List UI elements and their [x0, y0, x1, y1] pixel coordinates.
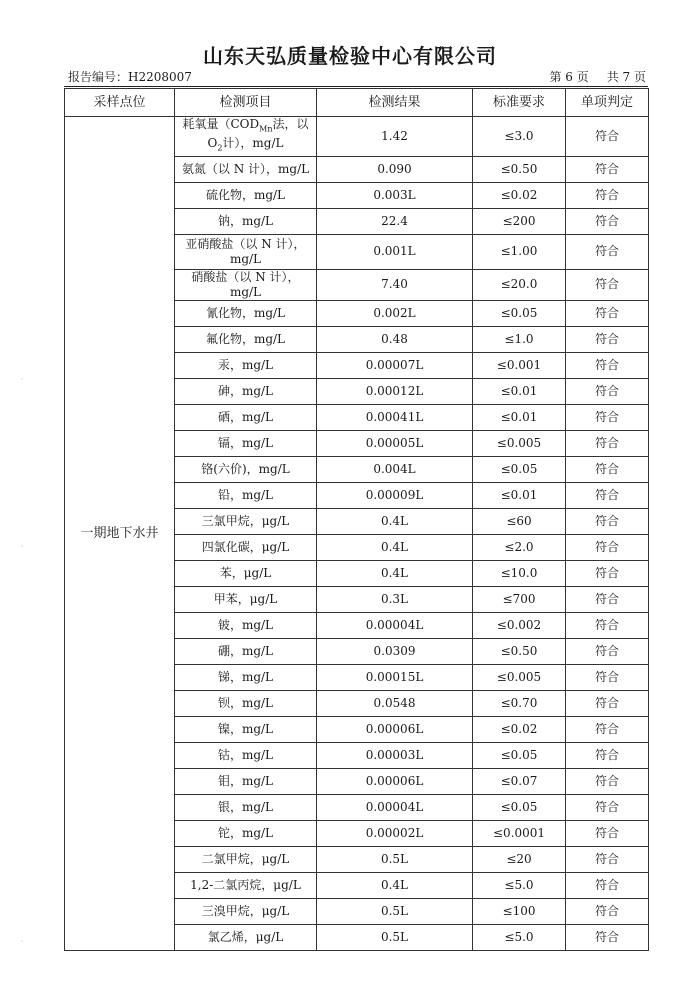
result-cell: 0.090	[317, 156, 473, 182]
verdict-cell: 符合	[566, 404, 649, 430]
test-item-text: 计），mg/L	[222, 136, 284, 151]
result-cell: 0.4L	[317, 534, 473, 560]
verdict-cell: 符合	[566, 742, 649, 768]
table-body	[65, 117, 649, 951]
standard-cell: ≤0.05	[473, 300, 566, 326]
col-header-verdict: 单项判定	[566, 89, 649, 117]
standard-cell: ≤5.0	[473, 924, 566, 950]
result-cell: 0.002L	[317, 300, 473, 326]
result-cell: 0.4L	[317, 508, 473, 534]
test-item-text: 氯乙烯，μg/L	[207, 929, 284, 944]
report-number-value: H2208007	[128, 70, 192, 84]
test-item-cell	[175, 716, 317, 742]
test-item-cell	[175, 534, 317, 560]
test-item-text: 铊，mg/L	[217, 825, 274, 840]
verdict-cell: 符合	[566, 716, 649, 742]
test-item-text: 三氯甲烷，μg/L	[201, 513, 290, 528]
test-item-cell	[175, 846, 317, 872]
test-item-cell	[175, 768, 317, 794]
test-item-cell	[175, 430, 317, 456]
test-item-cell	[175, 117, 317, 157]
standard-cell: ≤0.05	[473, 794, 566, 820]
standard-cell: ≤0.002	[473, 612, 566, 638]
verdict-cell: 符合	[566, 326, 649, 352]
col-header-standard: 标准要求	[473, 89, 566, 117]
result-cell: 0.00002L	[317, 820, 473, 846]
test-item-text: 亚硝酸盐（以 N 计），	[185, 236, 306, 251]
standard-cell: ≤0.50	[473, 156, 566, 182]
test-item-text: 三溴甲烷，μg/L	[201, 903, 290, 918]
test-item-cell	[175, 404, 317, 430]
standard-cell: ≤20.0	[473, 269, 566, 300]
standard-cell: ≤0.05	[473, 456, 566, 482]
page-current: 第 6 页	[549, 70, 589, 84]
test-item-cell	[175, 638, 317, 664]
test-item-text: 铅，mg/L	[217, 487, 274, 502]
standard-cell: ≤0.02	[473, 716, 566, 742]
test-item-cell	[175, 156, 317, 182]
scan-mark: ˙	[20, 378, 24, 387]
test-item-text: 氨氮（以 N 计），mg/L	[181, 161, 310, 176]
report-number	[68, 68, 192, 86]
result-cell: 0.48	[317, 326, 473, 352]
verdict-cell: 符合	[566, 586, 649, 612]
standard-cell: ≤0.70	[473, 690, 566, 716]
verdict-cell: 符合	[566, 300, 649, 326]
standard-cell: ≤60	[473, 508, 566, 534]
result-cell: 1.42	[317, 117, 473, 157]
verdict-cell: 符合	[566, 820, 649, 846]
standard-cell: ≤0.02	[473, 182, 566, 208]
verdict-cell: 符合	[566, 156, 649, 182]
verdict-cell: 符合	[566, 378, 649, 404]
result-cell: 0.00004L	[317, 612, 473, 638]
standard-cell: ≤0.005	[473, 430, 566, 456]
table-row	[65, 117, 649, 157]
result-cell: 0.3L	[317, 586, 473, 612]
test-item-text: 镍，mg/L	[217, 721, 274, 736]
standard-cell: ≤700	[473, 586, 566, 612]
test-item-subscript: Mn	[259, 124, 273, 134]
verdict-cell: 符合	[566, 638, 649, 664]
page-total: 共 7 页	[606, 70, 646, 84]
col-header-site: 采样点位	[65, 89, 175, 117]
results-table	[64, 88, 649, 951]
result-cell: 0.003L	[317, 182, 473, 208]
test-item-cell	[175, 508, 317, 534]
standard-cell: ≤10.0	[473, 560, 566, 586]
test-item-text: 二氯甲烷，μg/L	[201, 851, 290, 866]
standard-cell: ≤1.0	[473, 326, 566, 352]
test-item-cell	[175, 924, 317, 950]
test-item-text: 钴，mg/L	[217, 747, 274, 762]
test-item-cell	[175, 378, 317, 404]
test-item-text: 1,2-二氯丙烷，μg/L	[190, 877, 301, 892]
test-item-cell	[175, 794, 317, 820]
test-item-cell	[175, 872, 317, 898]
test-item-text: 四氯化碳，μg/L	[201, 539, 290, 554]
test-item-text: 砷，mg/L	[217, 383, 274, 398]
test-item-text: 银，mg/L	[217, 799, 274, 814]
result-cell: 0.5L	[317, 846, 473, 872]
test-item-cell	[175, 269, 317, 300]
result-cell: 0.00006L	[317, 716, 473, 742]
standard-cell: ≤200	[473, 208, 566, 234]
test-item-cell	[175, 300, 317, 326]
test-item-cell	[175, 234, 317, 269]
result-cell: 0.00007L	[317, 352, 473, 378]
result-cell: 0.00012L	[317, 378, 473, 404]
verdict-cell: 符合	[566, 898, 649, 924]
test-item-text: 镉，mg/L	[217, 435, 274, 450]
col-header-item: 检测项目	[175, 89, 317, 117]
verdict-cell: 符合	[566, 117, 649, 157]
verdict-cell: 符合	[566, 872, 649, 898]
test-item-cell	[175, 690, 317, 716]
standard-cell: ≤0.05	[473, 742, 566, 768]
verdict-cell: 符合	[566, 846, 649, 872]
test-item-cell	[175, 586, 317, 612]
result-cell: 0.0309	[317, 638, 473, 664]
verdict-cell: 符合	[566, 794, 649, 820]
test-item-text: 硝酸盐（以 N 计），mg/L	[191, 269, 300, 299]
test-item-text: mg/L	[229, 251, 262, 266]
standard-cell: ≤0.0001	[473, 820, 566, 846]
test-item-cell	[175, 326, 317, 352]
verdict-cell: 符合	[566, 482, 649, 508]
result-cell: 0.00006L	[317, 768, 473, 794]
test-item-cell	[175, 664, 317, 690]
result-cell: 22.4	[317, 208, 473, 234]
test-item-text: 钡，mg/L	[217, 695, 274, 710]
test-item-cell	[175, 560, 317, 586]
test-item-text: 铍，mg/L	[217, 617, 274, 632]
test-item-cell	[175, 182, 317, 208]
test-item-cell	[175, 820, 317, 846]
test-item-cell	[175, 742, 317, 768]
verdict-cell: 符合	[566, 508, 649, 534]
test-item-text: 氟化物，mg/L	[205, 331, 286, 346]
table-header-row	[65, 89, 649, 117]
verdict-cell: 符合	[566, 234, 649, 269]
test-item-text: 钼，mg/L	[217, 773, 274, 788]
verdict-cell: 符合	[566, 690, 649, 716]
result-cell: 0.00003L	[317, 742, 473, 768]
result-cell: 0.00005L	[317, 430, 473, 456]
result-cell: 0.5L	[317, 898, 473, 924]
standard-cell: ≤0.01	[473, 378, 566, 404]
verdict-cell: 符合	[566, 182, 649, 208]
test-item-subscript: 2	[217, 143, 223, 153]
result-cell: 0.001L	[317, 234, 473, 269]
test-item-text: 硫化物，mg/L	[205, 187, 286, 202]
standard-cell: ≤0.07	[473, 768, 566, 794]
verdict-cell: 符合	[566, 612, 649, 638]
sampling-site-cell: 一期地下水井	[65, 117, 175, 951]
result-cell: 0.4L	[317, 560, 473, 586]
test-item-cell	[175, 612, 317, 638]
verdict-cell: 符合	[566, 924, 649, 950]
result-cell: 0.0548	[317, 690, 473, 716]
test-item-cell	[175, 456, 317, 482]
verdict-cell: 符合	[566, 208, 649, 234]
test-item-text: 法，以	[272, 117, 309, 131]
standard-cell: ≤3.0	[473, 117, 566, 157]
verdict-cell: 符合	[566, 352, 649, 378]
standard-cell: ≤0.01	[473, 404, 566, 430]
standard-cell: ≤0.001	[473, 352, 566, 378]
test-item-cell	[175, 898, 317, 924]
verdict-cell: 符合	[566, 269, 649, 300]
test-item-text: 硼，mg/L	[217, 643, 274, 658]
result-cell: 0.4L	[317, 872, 473, 898]
standard-cell: ≤2.0	[473, 534, 566, 560]
test-item-text: 汞，mg/L	[217, 357, 274, 372]
test-item-text: 甲苯，μg/L	[213, 591, 278, 606]
verdict-cell: 符合	[566, 560, 649, 586]
verdict-cell: 符合	[566, 534, 649, 560]
scan-mark: ˙	[20, 545, 24, 554]
scan-mark: ˙	[20, 940, 24, 949]
verdict-cell: 符合	[566, 768, 649, 794]
standard-cell: ≤5.0	[473, 872, 566, 898]
result-cell: 0.5L	[317, 924, 473, 950]
test-item-text: 氰化物，mg/L	[205, 305, 286, 320]
standard-cell: ≤0.50	[473, 638, 566, 664]
result-cell: 0.00004L	[317, 794, 473, 820]
col-header-result: 检测结果	[317, 89, 473, 117]
standard-cell: ≤0.005	[473, 664, 566, 690]
test-item-text: 硒，mg/L	[217, 409, 274, 424]
test-item-text: 锑，mg/L	[217, 669, 274, 684]
test-item-cell	[175, 352, 317, 378]
verdict-cell: 符合	[566, 456, 649, 482]
test-item-text: 铬(六价)，mg/L	[201, 461, 290, 476]
result-cell: 7.40	[317, 269, 473, 300]
standard-cell: ≤0.01	[473, 482, 566, 508]
result-cell: 0.00009L	[317, 482, 473, 508]
test-item-text: O	[207, 136, 218, 151]
test-item-text: 钠，mg/L	[217, 213, 274, 228]
report-meta	[64, 68, 648, 86]
result-cell: 0.00015L	[317, 664, 473, 690]
report-number-label: 报告编号：	[68, 70, 129, 84]
test-item-cell	[175, 208, 317, 234]
test-item-text: 苯，μg/L	[219, 565, 272, 580]
test-item-cell	[175, 482, 317, 508]
standard-cell: ≤20	[473, 846, 566, 872]
page-indicator	[545, 68, 646, 86]
header-rule	[64, 86, 648, 87]
result-cell: 0.00041L	[317, 404, 473, 430]
standard-cell: ≤100	[473, 898, 566, 924]
test-item-text: 耗氧量（COD	[182, 117, 260, 131]
standard-cell: ≤1.00	[473, 234, 566, 269]
verdict-cell: 符合	[566, 664, 649, 690]
result-cell: 0.004L	[317, 456, 473, 482]
verdict-cell: 符合	[566, 430, 649, 456]
company-title: 山东天弘质量检验中心有限公司	[203, 44, 497, 68]
